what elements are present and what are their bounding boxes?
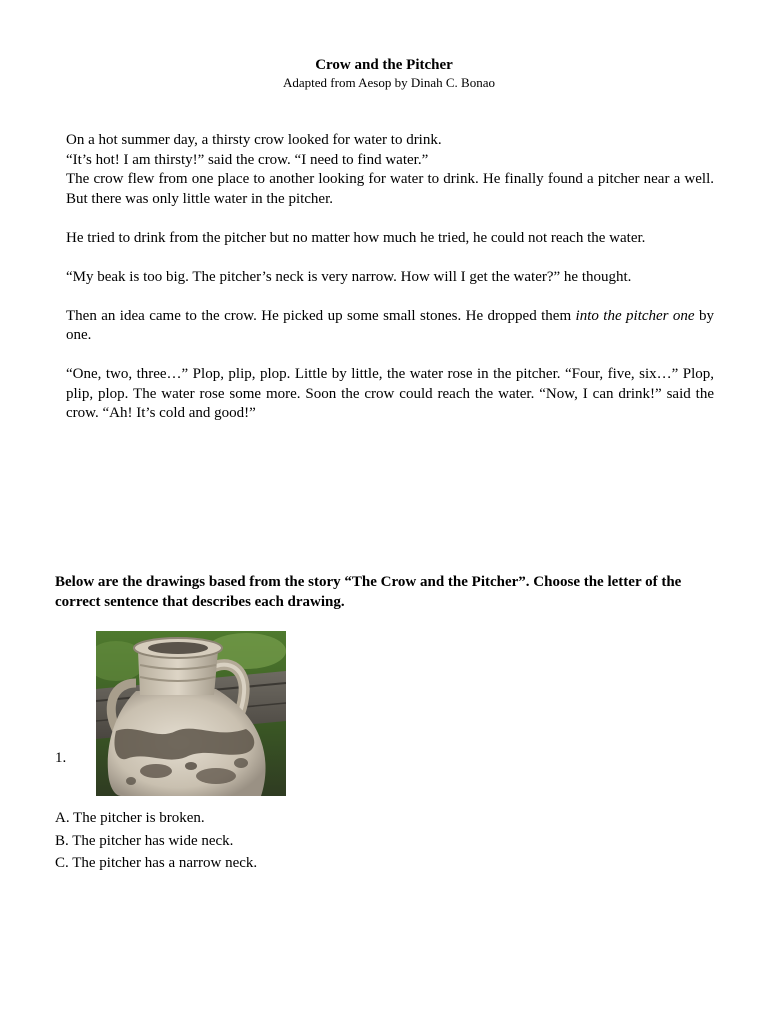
choice-a: A. The pitcher is broken.: [55, 810, 205, 826]
answer-choices: [55, 807, 257, 875]
story-line: On a hot summer day, a thirsty crow looked for water to drink.: [66, 132, 442, 148]
story-line: “It’s hot! I am thirsty!” said the crow. “I need to find water.”: [66, 151, 429, 168]
choice-b: B. The pitcher has wide neck.: [55, 832, 234, 849]
story-subtitle: Adapted from Aesop by Dinah C. Bonao: [283, 75, 495, 90]
story-title: Crow and the Pitcher: [315, 57, 453, 73]
choice-c: C. The pitcher has a narrow neck.: [55, 855, 258, 871]
story-paragraph: He tried to drink from the pitcher but no matter how much he tried, he could not reach the water.: [66, 229, 646, 246]
story-paragraph: [66, 307, 714, 346]
story-text-run: by one.: [66, 307, 715, 343]
story-text-run: Then an idea came to the crow. He picked up some small stones. He dropped them: [66, 307, 576, 324]
question-number: 1.: [55, 750, 67, 766]
pitcher-photo: [96, 631, 286, 796]
story-italic-text: into the pitcher one: [575, 307, 695, 324]
story-paragraph: “One, two, three…” Plop, plip, plop. Little by little, the water rose in the pitcher. “Four, five, six…” Plop, plip, plop. The water rose some more. Soon the crow could reach the water. “Now, I can drink!” said the crow. “Ah! It’s cold and good!”: [66, 366, 714, 421]
instructions: Below are the drawings based from the story “The Crow and the Pitcher”. Choose the letter of the correct sentence that describes each drawing.: [55, 574, 682, 610]
story-paragraph: “My beak is too big. The pitcher’s neck is very narrow. How will I get the water?” he thought.: [66, 268, 632, 285]
story-text: [66, 131, 714, 424]
story-paragraph: The crow flew from one place to another looking for water to drink. He finally found a pitcher near a well. But there was only little water in the pitcher.: [66, 171, 714, 207]
